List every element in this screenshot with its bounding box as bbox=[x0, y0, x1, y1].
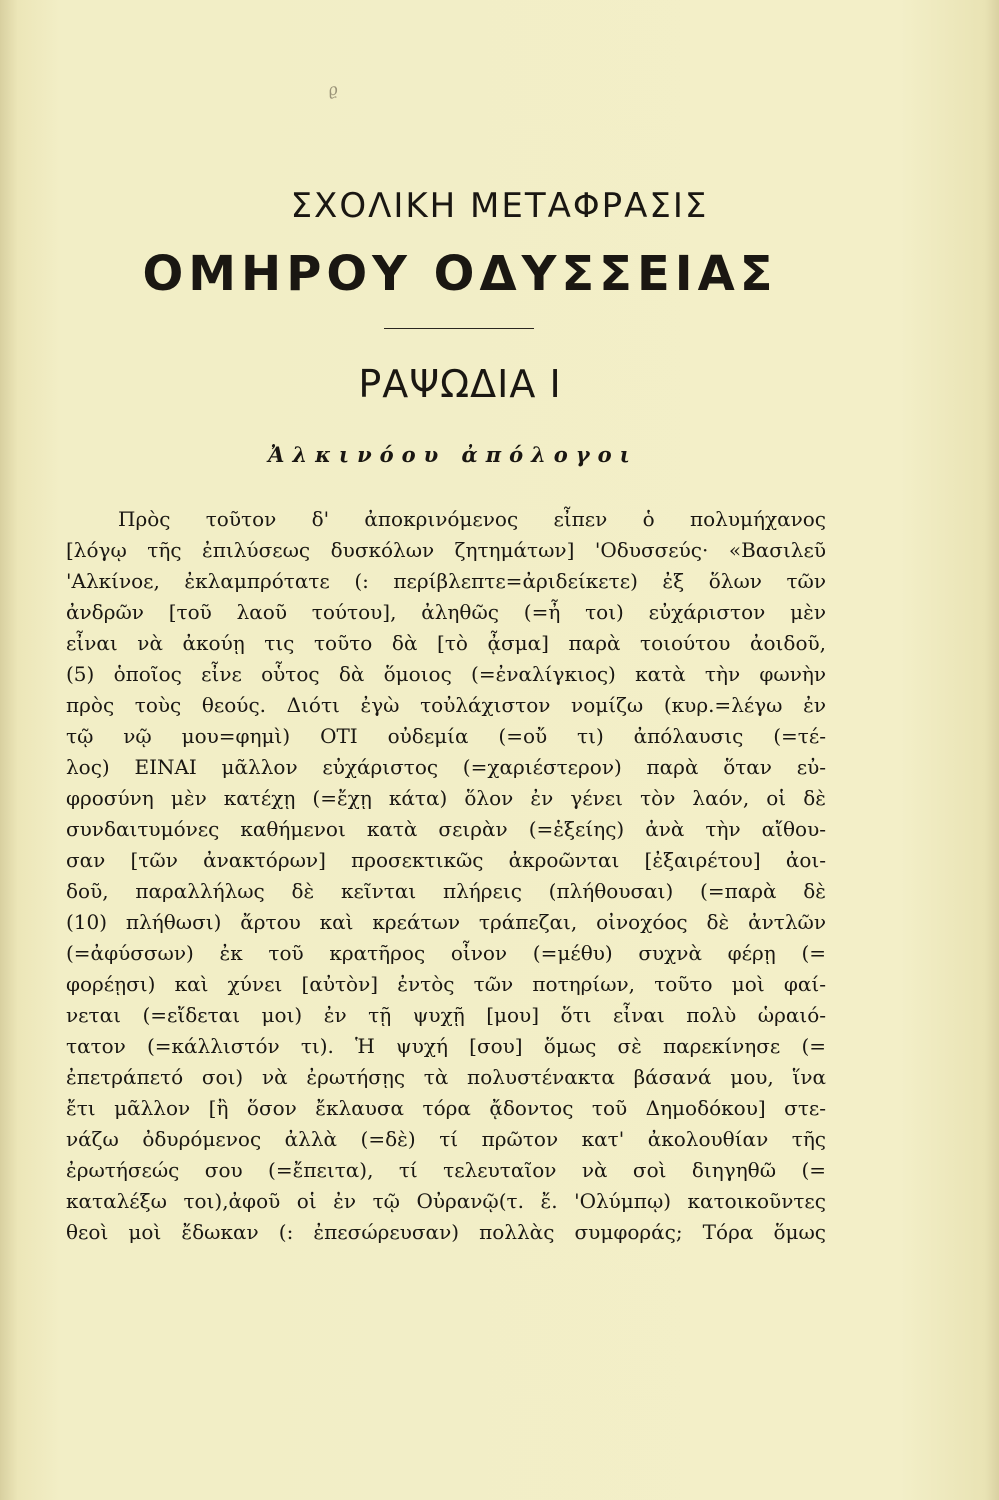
text-line: εἶναι νὰ ἀκούῃ τις τοῦτο δὰ [τὸ ᾆσμα] παρὰ τοιούτου ἀοιδοῦ, bbox=[66, 631, 826, 655]
text-line: θεοὶ μοὶ ἔδωκαν (: ἐπεσώρευσαν) πολλὰς συμφοράς; Τόρα ὅμως bbox=[66, 1220, 826, 1244]
translation-text bbox=[66, 504, 826, 1248]
rhapsody-heading: ΡΑΨΩΔΙΑ Ι bbox=[358, 362, 562, 406]
book-title: ΟΜΗΡΟΥ ΟΔΥΣΣΕΙΑΣ bbox=[142, 246, 778, 302]
text-line: (5) ὁποῖος εἶνε οὗτος δὰ ὅμοιος (=ἐναλίγκιος) κατὰ τὴν φωνὴν bbox=[66, 662, 826, 686]
text-line: τατον (=κάλλιστόν τι). Ἡ ψυχή [σου] ὅμως σὲ παρεκίνησε (= bbox=[66, 1034, 826, 1058]
text-line: ἔτι μᾶλλον [ἢ ὅσον ἔκλαυσα τόρα ᾄδοντος τοῦ Δημοδόκου] στε- bbox=[66, 1096, 826, 1120]
text-line: [λόγῳ τῆς ἐπιλύσεως δυσκόλων ζητημάτων] 'Οδυσσεύς· «Βασιλεῦ bbox=[66, 538, 826, 562]
text-line: νεται (=εἴδεται μοι) ἐν τῇ ψυχῇ [μου] ὅτι εἶναι πολὺ ὡραιό- bbox=[66, 1003, 826, 1027]
text-line: τῷ νῷ μου=φημὶ) ΟΤΙ οὐδεμία (=οὔ τι) ἀπόλαυσις (=τέ- bbox=[66, 724, 826, 748]
series-title: ΣΧΟΛΙΚΗ ΜΕΤΑΦΡΑΣΙΣ bbox=[290, 186, 709, 226]
text-line: καταλέξω τοι),ἀφοῦ οἱ ἐν τῷ Οὐρανῷ(τ. ἔ. 'Ολύμπῳ) κατοικοῦντες bbox=[66, 1189, 826, 1213]
text-line: συνδαιτυμόνες καθήμενοι κατὰ σειρὰν (=ἑξείης) ἀνὰ τὴν αἴθου- bbox=[66, 817, 826, 841]
text-line: σαν [τῶν ἀνακτόρων] προσεκτικῶς ἀκροῶνται [ἐξαιρέτου] ἀοι- bbox=[66, 848, 826, 872]
text-line: (10) πλήθωσι) ἄρτου καὶ κρεάτων τράπεζαι, οἰνοχόος δὲ ἀντλῶν bbox=[66, 910, 826, 934]
text-line: ἀνδρῶν [τοῦ λαοῦ τούτου], ἀληθῶς (=ἦ τοι) εὐχάριστον μὲν bbox=[66, 600, 826, 624]
text-line: Πρὸς τοῦτον δ' ἀποκρινόμενος εἶπεν ὁ πολυμήχανος bbox=[118, 507, 826, 531]
text-line: λος) ΕΙΝΑΙ μᾶλλον εὐχάριστος (=χαριέστερον) παρὰ ὅταν εὐ- bbox=[66, 755, 826, 779]
text-line: ἐπετράπετό σοι) νὰ ἐρωτήσῃς τὰ πολυστένακτα βάσανά μου, ἵνα bbox=[66, 1065, 826, 1089]
text-line: (=ἀφύσσων) ἐκ τοῦ κρατῆρος οἶνον (=μέθυ) συχνὰ φέρῃ (= bbox=[66, 941, 826, 965]
text-line: νάζω ὀδυρόμενος ἀλλὰ (=δὲ) τί πρῶτον κατ' ἀκολουθίαν τῆς bbox=[66, 1127, 826, 1151]
pencil-mark-icon: ϱ bbox=[326, 79, 340, 100]
text-line: φροσύνη μὲν κατέχῃ (=ἔχῃ κάτα) ὅλον ἐν γένει τὸν λαόν, οἱ δὲ bbox=[66, 786, 826, 810]
text-line: πρὸς τοὺς θεούς. Διότι ἐγὼ τοὐλάχιστον νομίζω (κυρ.=λέγω ἐν bbox=[66, 693, 826, 717]
text-line: 'Αλκίνοε, ἐκλαμπρότατε (: περίβλεπτε=ἀριδείκετε) ἐξ ὅλων τῶν bbox=[66, 569, 826, 593]
text-line: ἐρωτήσεώς σου (=ἔπειτα), τί τελευταῖον νὰ σοὶ διηγηθῶ (= bbox=[66, 1158, 826, 1182]
text-line: φορέῃσι) καὶ χύνει [αὐτὸν] ἐντὸς τῶν ποτηρίων, τοῦτο μοὶ φαί- bbox=[66, 972, 826, 996]
title-divider bbox=[384, 328, 534, 329]
text-line: δοῦ, παραλλήλως δὲ κεῖνται πλήρεις (πλήθουσαι) (=παρὰ δὲ bbox=[66, 879, 826, 903]
section-subtitle: Ἀλκινόου ἀπόλογοι bbox=[268, 442, 638, 467]
